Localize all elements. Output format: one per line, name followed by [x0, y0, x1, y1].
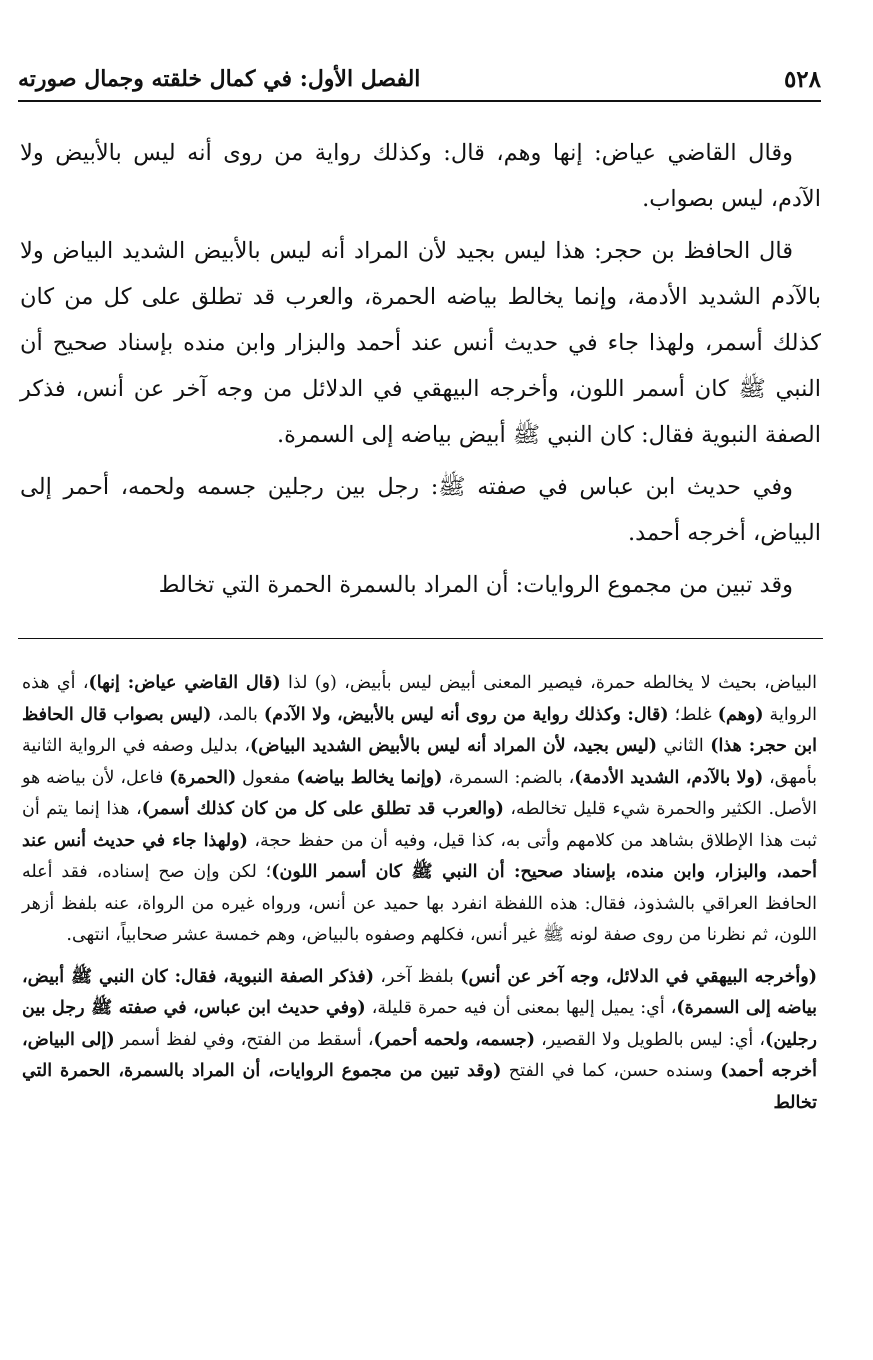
main-paragraph: وفي حديث ابن عباس في صفته ﷺ: رجل بين رجلين جسمه ولحمه، أحمر إلى البياض، أخرجه أحمد.: [20, 474, 821, 546]
quoted-text: (قال القاضي عياض: إنها): [88, 673, 281, 693]
commentary-text: فاعل، لأن بياضه هو الأصل. الكثير والحمرة شيء قليل تخالطه،: [22, 767, 817, 819]
main-paragraph: وقد تبين من مجموع الروايات: أن المراد بالسمرة الحمرة التي تخالط: [158, 572, 793, 598]
quoted-text: (والعرب قد تطلق على كل من كان كذلك أسمر): [141, 799, 504, 819]
page-header: [18, 58, 821, 102]
commentary-text: ، أي هذه الرواية: [22, 673, 817, 725]
separator-line: [18, 638, 823, 639]
chapter-title: الفصل الأول: في كمال خلقته وجمال صورته: [18, 66, 421, 92]
commentary-text: الثاني: [657, 736, 711, 756]
quoted-text: (ليس بصواب قال الحافظ ابن حجر: هذا): [22, 704, 817, 756]
quoted-text: (وهم): [717, 704, 764, 725]
commentary-paragraph: [22, 962, 817, 1120]
quoted-text: (وفي حديث ابن عباس، في صفته ﷺ رجل بين رجلين): [22, 998, 817, 1050]
quoted-text: (وقد تبين من مجموع الروايات، أن المراد بالسمرة، الحمرة التي تخالط: [22, 1061, 817, 1113]
quoted-text: (إلى البياض، أخرجه أحمد): [22, 1029, 817, 1081]
commentary-text: بلفظ آخر،: [374, 966, 461, 987]
commentary-text: ، بالضم: السمرة،: [442, 767, 575, 788]
quoted-text: (قال: وكذلك رواية من روى أنه ليس بالأبيض، ولا الآدم): [263, 704, 669, 725]
commentary-text: ، هذا إنما يتم أن ثبت هذا الإطلاق بشاهد من كلامهم وأتى به، كذا قيل، وفيه أن من حفظ حجة،: [22, 799, 818, 851]
commentary-text: البياض، بحيث لا يخالطه حمرة، فيصير المعنى أبيض ليس بأبيض، (و) لذا: [280, 673, 817, 693]
quoted-text: (وإنما يخالط بياضه): [296, 767, 443, 788]
quoted-text: (ولا بالآدم، الشديد الأدمة): [574, 767, 764, 788]
quoted-text: (ولهذا جاء في حديث أنس عند أحمد، والبزار، وابن منده، بإسناد صحيح: أن النبي ﷺ كان أسمر اللون): [22, 830, 817, 882]
commentary-paragraph: [22, 668, 817, 952]
quoted-text: (فذكر الصفة النبوية، فقال: كان النبي ﷺ أبيض، بياضه إلى السمرة): [22, 966, 818, 1018]
main-paragraph: قال الحافظ بن حجر: هذا ليس بجيد لأن المراد أنه ليس بالأبيض الشديد البياض ولا بالآدم الشديد الأدمة، وإنما يخالط بياضه الحمرة، والعرب قد تطلق على كل من كان كذلك أسمر، ولهذا جاء في حديث أنس عند أحمد والبزار وابن منده بإسناد صحيح أن النبي ﷺ كان أسمر اللون، وأخرجه البيهقي في الدلائل من وجه آخر عن أنس، فذكر الصفة النبوية فقال: كان النبي ﷺ أبيض بياضه إلى السمرة.: [20, 238, 821, 448]
quoted-text: (جسمه، ولحمه أحمر): [373, 1029, 536, 1050]
commentary-text: ؛ لكن وإن صح إسناده، فقد أعله الحافظ العراقي بالشذوذ، فقال: هذه اللفظة انفرد بها حميد عن أنس، ورواه غيره من الرواة، عنه بلفظ أزهر اللون، ثم نظرنا من روى صفة لونه ﷺ غير أنس، فكلهم وصفوه بالبياض، وهم خمسة عشر صحابياً، انتهى.: [22, 862, 817, 945]
quoted-text: (الحمرة): [169, 767, 237, 788]
commentary-text: بالمد،: [211, 704, 264, 725]
page-number: ٥٢٨: [783, 65, 821, 93]
quoted-text: (وأخرجه البيهقي في الدلائل، وجه آخر عن أنس): [460, 966, 817, 987]
commentary-text: غلط؛: [668, 704, 718, 725]
commentary-text: ، بدليل وصفه في الرواية الثانية بأمهق،: [22, 736, 818, 788]
commentary-text: وسنده حسن، كما في الفتح: [501, 1061, 721, 1081]
quoted-text: (ليس بجيد، لأن المراد أنه ليس بالأبيض الشديد البياض): [250, 736, 658, 756]
main-text: [20, 130, 821, 614]
commentary-text: ، أي: يميل إليها بمعنى أن فيه حمرة قليلة،: [365, 998, 677, 1018]
commentary-text: ، أسقط من الفتح، وفي لفظ أسمر: [114, 1029, 374, 1050]
main-paragraph: وقال القاضي عياض: إنها وهم، قال: وكذلك رواية من روى أنه ليس بالأبيض ولا الآدم، ليس بصواب.: [20, 140, 821, 212]
commentary: [22, 668, 817, 1129]
commentary-text: مفعول: [236, 767, 297, 788]
commentary-text: ، أي: ليس بالطويل ولا القصير،: [535, 1029, 766, 1050]
